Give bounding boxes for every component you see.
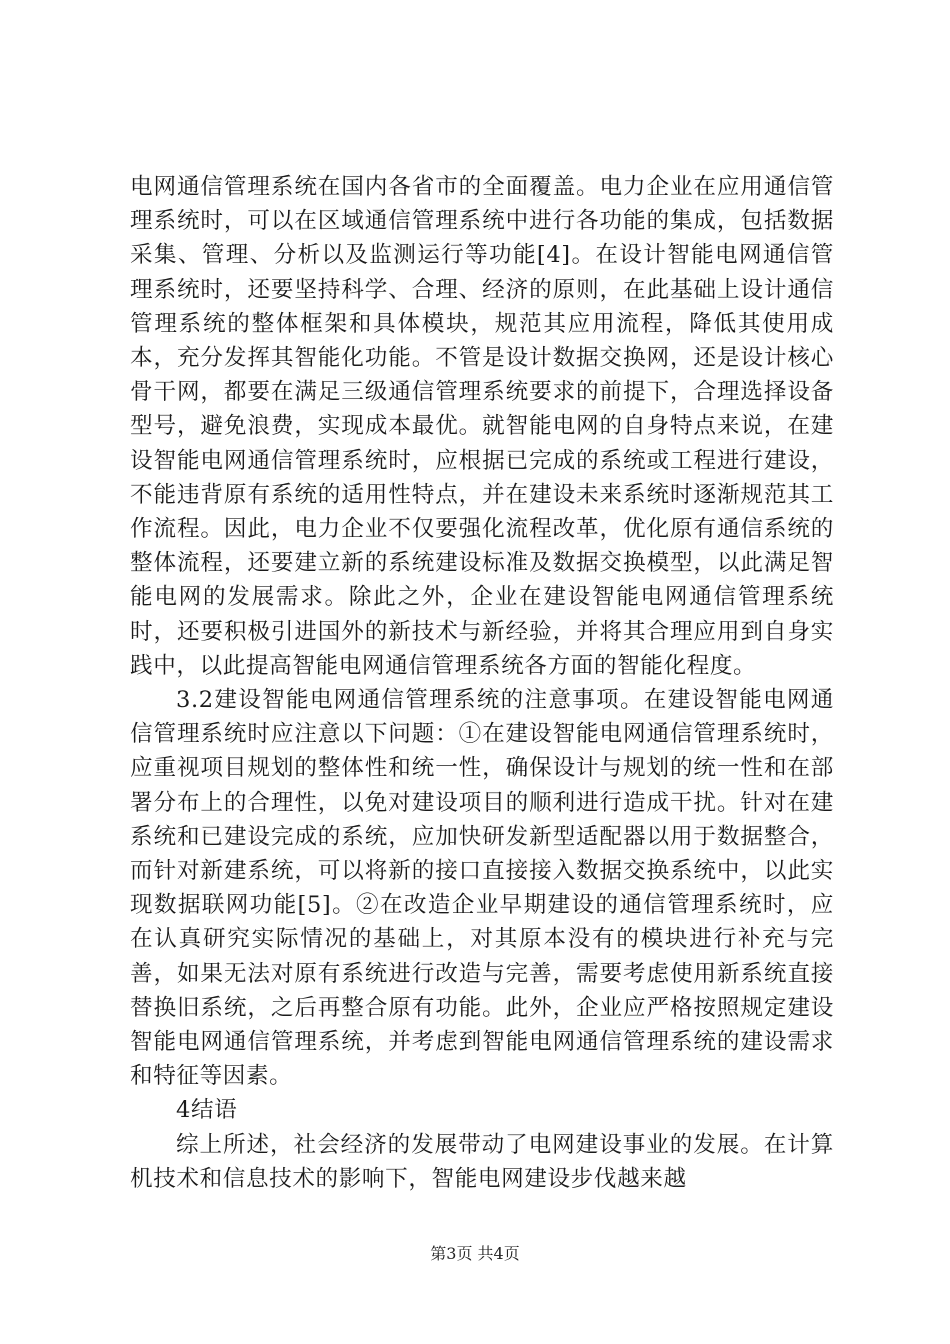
document-body <box>130 170 834 1196</box>
section-heading-conclusion: 4结语 <box>176 1097 238 1124</box>
paragraph-conclusion: 综上所述，社会经济的发展带动了电网建设事业的发展。在计算机技术和信息技术的影响下，智能电网建设步伐越来越 <box>130 1131 834 1192</box>
page-footer: 第3页 共4页 <box>430 1244 520 1263</box>
paragraph-section-3-2: 3.2建设智能电网通信管理系统的注意事项。在建设智能电网通信管理系统时应注意以下问题：①在建设智能电网通信管理系统时，应重视项目规划的整体性和统一性，确保设计与规划的统一性和在部署分布上的合理性，以免对建设项目的顺利进行造成干扰。针对在建系统和已建设完成的系统，应加快研发新型适配器以用于数据整合，而针对新建系统，可以将新的接口直接接入数据交换系统中，以此实现数据联网功能[5]。②在改造企业早期建设的通信管理系统时，应在认真研究实际情况的基础上，对其原本没有的模块进行补充与完善，如果无法对原有系统进行改造与完善，需要考虑使用新系统直接替换旧系统，之后再整合原有功能。此外，企业应严格按照规定建设智能电网通信管理系统，并考虑到智能电网通信管理系统的建设需求和特征等因素。 <box>130 687 834 1090</box>
paragraph-system-design: 电网通信管理系统在国内各省市的全面覆盖。电力企业在应用通信管理系统时，可以在区域通信管理系统中进行各功能的集成，包括数据采集、管理、分析以及监测运行等功能[4]。在设计智能电网通信管理系统时，还要坚持科学、合理、经济的原则，在此基础上设计通信管理系统的整体框架和具体模块，规范其应用流程，降低其使用成本，充分发挥其智能化功能。不管是设计数据交换网，还是设计核心骨干网，都要在满足三级通信管理系统要求的前提下，合理选择设备型号，避免浪费，实现成本最优。就智能电网的自身特点来说，在建设智能电网通信管理系统时，应根据已完成的系统或工程进行建设，不能违背原有系统的适用性特点，并在建设未来系统时逐渐规范其工作流程。因此，电力企业不仅要强化流程改革，优化原有通信系统的整体流程，还要建立新的系统建设标准及数据交换模型，以此满足智能电网的发展需求。除此之外，企业在建设智能电网通信管理系统时，还要积极引进国外的新技术与新经验，并将其合理应用到自身实践中，以此提高智能电网通信管理系统各方面的智能化程度。 <box>130 174 834 679</box>
